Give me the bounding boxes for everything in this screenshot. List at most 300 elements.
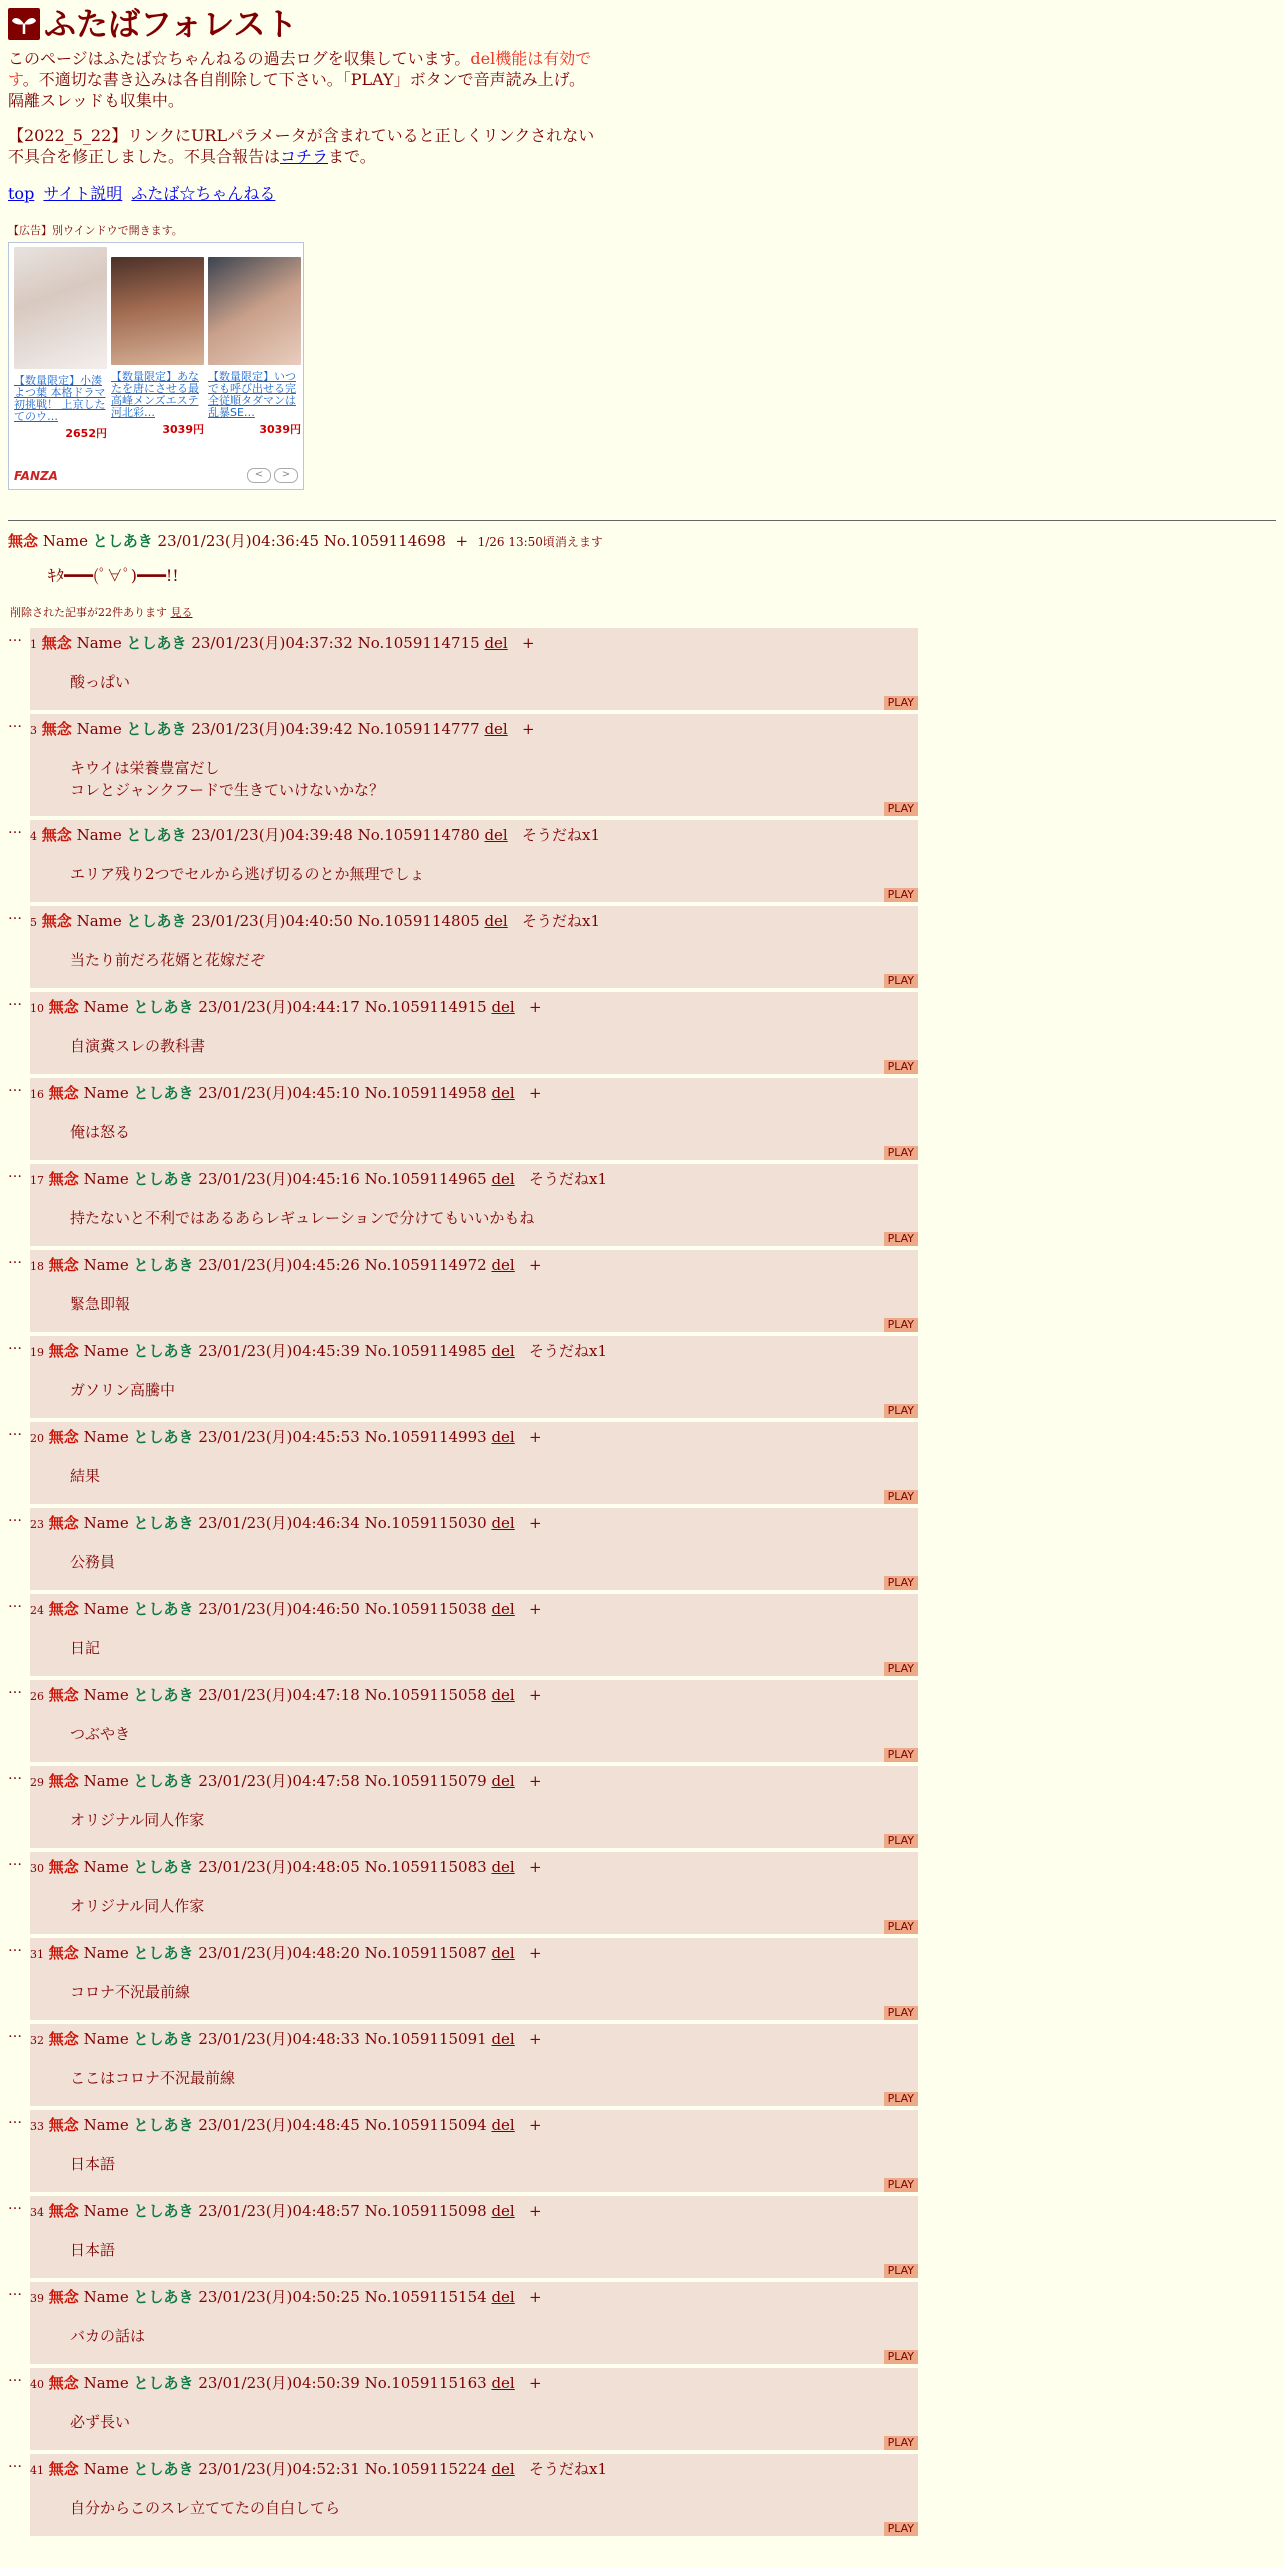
reply-post: [30, 628, 918, 710]
reply-line: 日記: [70, 1639, 101, 1657]
reply-index: 19: [30, 1346, 44, 1359]
nav-links: [8, 181, 1276, 204]
reply-body: [70, 1035, 918, 1057]
reply-name: としあき: [133, 2374, 194, 2392]
nav-futaba-link[interactable]: ふたば☆ちゃんねる: [131, 184, 276, 203]
reply-header: [30, 1857, 918, 1879]
reply-body: [70, 2325, 918, 2347]
reply-post: [30, 2024, 918, 2106]
reply-name-label: Name: [76, 634, 122, 652]
sodane-plus-button[interactable]: +: [529, 2030, 542, 2048]
reply-datetime: 23/01/23(月)04:45:39: [198, 1342, 360, 1360]
del-link[interactable]: del: [484, 826, 508, 844]
reply-index: 16: [30, 1088, 44, 1101]
reply-subject: 無念: [48, 1686, 79, 1704]
reply-subject: 無念: [48, 2288, 79, 2306]
reply-header: [30, 2459, 918, 2481]
reply-row: [8, 1938, 1276, 2020]
sodane-plus-button[interactable]: +: [529, 1256, 542, 1274]
reply-header: [30, 1771, 918, 1793]
reply-name: としあき: [133, 1084, 194, 1102]
reply-index: 41: [30, 2464, 44, 2477]
reply-datetime: 23/01/23(月)04:46:50: [198, 1600, 360, 1618]
reply-name: としあき: [133, 2202, 194, 2220]
reply-datetime: 23/01/23(月)04:40:50: [191, 912, 353, 930]
reply-marker: …: [8, 629, 22, 645]
reply-post: [30, 1336, 918, 1418]
reply-datetime: 23/01/23(月)04:44:17: [198, 998, 360, 1016]
reply-subject: 無念: [48, 1944, 79, 1962]
desc-text: このページはふたば☆ちゃんねるの過去ログを収集しています。: [8, 49, 471, 68]
play-button[interactable]: PLAY: [884, 1920, 918, 1934]
futaba-logo-icon[interactable]: [8, 8, 40, 40]
op-number[interactable]: No.1059114698: [323, 532, 446, 550]
reply-line: 自演糞スレの教科書: [70, 1037, 206, 1055]
reply-marker: …: [8, 1079, 22, 1095]
reply-number[interactable]: No.1059115030: [364, 1514, 487, 1532]
reply-body: [70, 2497, 918, 2519]
reply-number[interactable]: No.1059114715: [357, 634, 480, 652]
sodane-count[interactable]: そうだねx1: [529, 1342, 608, 1360]
ad-caption[interactable]: 【数量限定】小湊よつ葉 本格ドラマ初挑戦！ 上京したてのウ…: [14, 375, 106, 423]
ad-price: 3039円: [259, 423, 301, 436]
play-button[interactable]: PLAY: [884, 1232, 918, 1246]
reply-name-label: Name: [83, 1944, 129, 1962]
sodane-plus-button[interactable]: +: [529, 1944, 542, 1962]
del-link[interactable]: del: [484, 720, 508, 738]
reply-index: 31: [30, 1948, 44, 1961]
reply-number[interactable]: No.1059114965: [364, 1170, 487, 1188]
reply-name: としあき: [126, 720, 187, 738]
reply-number[interactable]: No.1059115058: [364, 1686, 487, 1704]
reply-datetime: 23/01/23(月)04:52:31: [198, 2460, 360, 2478]
reply-line: 日本語: [70, 2241, 116, 2259]
reply-row: [8, 1594, 1276, 1676]
reply-name-label: Name: [83, 1428, 129, 1446]
reply-body: [70, 863, 918, 885]
reply-number[interactable]: No.1059114780: [357, 826, 480, 844]
play-button[interactable]: PLAY: [884, 1490, 918, 1504]
reply-row: [8, 1336, 1276, 1418]
del-link[interactable]: del: [491, 1084, 515, 1102]
reply-name-label: Name: [83, 2460, 129, 2478]
reply-index: 40: [30, 2378, 44, 2391]
ad-banner[interactable]: [8, 242, 304, 490]
reply-header: [30, 719, 918, 741]
reply-marker: …: [8, 1251, 22, 1267]
reply-row: [8, 2454, 1276, 2536]
reply-name: としあき: [133, 1428, 194, 1446]
sodane-plus-button[interactable]: +: [529, 1514, 542, 1532]
play-button[interactable]: PLAY: [884, 1576, 918, 1590]
reply-line: 必ず長い: [70, 2413, 131, 2431]
reply-marker: …: [8, 1767, 22, 1783]
site-description: [8, 48, 598, 111]
del-link[interactable]: del: [491, 998, 515, 1016]
reply-body: [70, 2153, 918, 2175]
reply-name-label: Name: [83, 2030, 129, 2048]
reply-header: [30, 2373, 918, 2395]
ad-brand-logo: FANZA: [14, 469, 58, 483]
reply-datetime: 23/01/23(月)04:48:45: [198, 2116, 360, 2134]
del-link[interactable]: del: [491, 1170, 515, 1188]
ad-note: 【広告】別ウインドウで開きます。: [8, 224, 183, 237]
del-link[interactable]: del: [491, 2116, 515, 2134]
op-body: ｷﾀ━━━(ﾟ∀ﾟ)━━━!!: [48, 566, 179, 585]
play-button[interactable]: PLAY: [884, 1404, 918, 1418]
reply-name-label: Name: [83, 1686, 129, 1704]
reply-header: [30, 1685, 918, 1707]
reply-subject: 無念: [41, 720, 72, 738]
reply-post: [30, 1078, 918, 1160]
reply-number[interactable]: No.1059115094: [364, 2116, 487, 2134]
reply-header: [30, 1513, 918, 1535]
reply-line: コロナ不況最前線: [70, 1983, 191, 2001]
reply-header: [30, 2029, 918, 2051]
reply-index: 24: [30, 1604, 44, 1617]
del-link[interactable]: del: [491, 1514, 515, 1532]
sodane-plus-button[interactable]: +: [529, 1772, 542, 1790]
del-link[interactable]: del: [491, 1428, 515, 1446]
reply-number[interactable]: No.1059115091: [364, 2030, 487, 2048]
ad-thumbnail[interactable]: [111, 257, 204, 365]
play-button[interactable]: PLAY: [884, 1748, 918, 1762]
ad-price: 3039円: [162, 423, 204, 436]
reply-header: [30, 1255, 918, 1277]
del-link[interactable]: del: [491, 1342, 515, 1360]
ad-prev-button[interactable]: <: [247, 468, 271, 483]
reply-row: [8, 2196, 1276, 2278]
reply-post: [30, 714, 918, 816]
reply-subject: 無念: [48, 1858, 79, 1876]
sodane-plus-button[interactable]: +: [529, 2288, 542, 2306]
reply-row: [8, 1078, 1276, 1160]
reply-number[interactable]: No.1059114958: [364, 1084, 487, 1102]
ad-caption[interactable]: 【数量限定】いつでも呼び出せる完全従順タダマンは乱暴SE…: [208, 371, 296, 419]
reply-index: 33: [30, 2120, 44, 2133]
ad-thumbnail[interactable]: [14, 247, 107, 369]
reply-number[interactable]: No.1059114805: [357, 912, 480, 930]
play-button[interactable]: PLAY: [884, 2264, 918, 2278]
reply-name: としあき: [133, 2116, 194, 2134]
reply-number[interactable]: No.1059114993: [364, 1428, 487, 1446]
reply-subject: 無念: [48, 1772, 79, 1790]
reply-header: [30, 997, 918, 1019]
reply-datetime: 23/01/23(月)04:50:39: [198, 2374, 360, 2392]
sodane-plus-button[interactable]: +: [529, 2202, 542, 2220]
divider: [8, 520, 1276, 521]
reply-post: [30, 1508, 918, 1590]
notice-text-2: まで。: [328, 147, 376, 166]
reply-datetime: 23/01/23(月)04:48:05: [198, 1858, 360, 1876]
play-button[interactable]: PLAY: [884, 1318, 918, 1332]
reply-index: 32: [30, 2034, 44, 2047]
del-link[interactable]: del: [491, 1686, 515, 1704]
sodane-plus-button[interactable]: +: [522, 634, 535, 652]
reply-datetime: 23/01/23(月)04:47:18: [198, 1686, 360, 1704]
reply-line: キウイは栄養豊富だし: [70, 759, 220, 777]
reply-row: [8, 1422, 1276, 1504]
reply-line: ガソリン高騰中: [70, 1381, 176, 1399]
reply-marker: …: [8, 2025, 22, 2041]
report-link[interactable]: コチラ: [280, 147, 329, 166]
reply-body: [70, 1637, 918, 1659]
reply-body: [70, 949, 918, 971]
del-link[interactable]: del: [491, 2030, 515, 2048]
play-button[interactable]: PLAY: [884, 2092, 918, 2106]
reply-marker: …: [8, 2111, 22, 2127]
reply-subject: 無念: [48, 1428, 79, 1446]
sodane-plus-button[interactable]: +: [529, 2374, 542, 2392]
reply-name: としあき: [126, 634, 187, 652]
reply-body: [70, 1207, 918, 1229]
reply-datetime: 23/01/23(月)04:45:26: [198, 1256, 360, 1274]
del-link[interactable]: del: [491, 1944, 515, 1962]
reply-name-label: Name: [83, 1256, 129, 1274]
deleted-note: [10, 604, 1276, 620]
reply-index: 26: [30, 1690, 44, 1703]
reply-body: [70, 757, 918, 801]
reply-name-label: Name: [83, 1772, 129, 1790]
play-button[interactable]: PLAY: [884, 1662, 918, 1676]
reply-post: [30, 2368, 918, 2450]
thread-op-header: [8, 531, 1276, 552]
reply-post: [30, 2454, 918, 2536]
play-button[interactable]: PLAY: [884, 2436, 918, 2450]
reply-body: [70, 1121, 918, 1143]
del-link[interactable]: del: [491, 2460, 515, 2478]
reply-index: 34: [30, 2206, 44, 2219]
sodane-plus-button[interactable]: +: [529, 1428, 542, 1446]
site-header: [8, 6, 1276, 42]
reply-line: 俺は怒る: [70, 1123, 131, 1141]
reply-body: [70, 2067, 918, 2089]
del-link[interactable]: del: [491, 1858, 515, 1876]
reply-row: [8, 2024, 1276, 2106]
ad-price: 2652円: [65, 427, 107, 440]
reply-number[interactable]: No.1059115079: [364, 1772, 487, 1790]
reply-index: 18: [30, 1260, 44, 1273]
reply-row: [8, 1766, 1276, 1848]
play-button[interactable]: PLAY: [884, 2006, 918, 2020]
reply-index: 17: [30, 1174, 44, 1187]
reply-body: [70, 1981, 918, 2003]
nav-top-link[interactable]: top: [8, 184, 35, 203]
reply-name-label: Name: [83, 1600, 129, 1618]
reply-marker: …: [8, 715, 22, 731]
reply-post: [30, 1766, 918, 1848]
reply-name-label: Name: [83, 1170, 129, 1188]
reply-index: 20: [30, 1432, 44, 1445]
sodane-plus-button[interactable]: +: [529, 1686, 542, 1704]
reply-index: 4: [30, 830, 37, 843]
reply-post: [30, 2282, 918, 2364]
reply-post: [30, 1250, 918, 1332]
reply-name: としあき: [133, 1170, 194, 1188]
sodane-plus-button[interactable]: +: [529, 998, 542, 1016]
reply-name-label: Name: [83, 1514, 129, 1532]
reply-header: [30, 825, 918, 847]
reply-row: [8, 1250, 1276, 1332]
reply-number[interactable]: No.1059115154: [364, 2288, 487, 2306]
reply-name-label: Name: [76, 912, 122, 930]
reply-number[interactable]: No.1059115083: [364, 1858, 487, 1876]
play-button[interactable]: PLAY: [884, 1834, 918, 1848]
reply-name-label: Name: [83, 998, 129, 1016]
reply-body: [70, 2411, 918, 2433]
op-plus-button[interactable]: +: [455, 532, 469, 550]
reply-subject: 無念: [48, 2116, 79, 2134]
ad-item[interactable]: [14, 247, 107, 441]
reply-subject: 無念: [41, 826, 72, 844]
reply-row: [8, 2282, 1276, 2364]
reply-name: としあき: [133, 1342, 194, 1360]
del-link[interactable]: del: [491, 2374, 515, 2392]
ad-thumbnail[interactable]: [208, 257, 301, 365]
reply-line: 日本語: [70, 2155, 116, 2173]
reply-body: [70, 2239, 918, 2261]
reply-name: としあき: [133, 998, 194, 1016]
reply-number[interactable]: No.1059114915: [364, 998, 487, 1016]
reply-name-label: Name: [76, 826, 122, 844]
reply-header: [30, 633, 918, 655]
del-link[interactable]: del: [491, 1256, 515, 1274]
reply-datetime: 23/01/23(月)04:50:25: [198, 2288, 360, 2306]
sodane-plus-button[interactable]: +: [522, 720, 535, 738]
play-button[interactable]: PLAY: [884, 974, 918, 988]
reply-name: としあき: [126, 826, 187, 844]
reply-name: としあき: [133, 1858, 194, 1876]
reply-number[interactable]: No.1059114777: [357, 720, 480, 738]
del-link[interactable]: del: [491, 2288, 515, 2306]
reply-subject: 無念: [48, 1256, 79, 1274]
reply-marker: …: [8, 1165, 22, 1181]
reply-marker: …: [8, 1423, 22, 1439]
reply-row: [8, 2368, 1276, 2450]
op-name: としあき: [92, 532, 153, 550]
del-link[interactable]: del: [491, 1600, 515, 1618]
reply-name-label: Name: [83, 2202, 129, 2220]
reply-marker: …: [8, 2283, 22, 2299]
sodane-count[interactable]: そうだねx1: [529, 1170, 608, 1188]
reply-number[interactable]: No.1059115224: [364, 2460, 487, 2478]
play-button[interactable]: PLAY: [884, 1060, 918, 1074]
reply-header: [30, 2201, 918, 2223]
reply-name-label: Name: [83, 2116, 129, 2134]
reply-subject: 無念: [48, 998, 79, 1016]
nav-about-link[interactable]: サイト説明: [43, 184, 123, 203]
del-link[interactable]: del: [484, 912, 508, 930]
reply-number[interactable]: No.1059115038: [364, 1600, 487, 1618]
reply-subject: 無念: [41, 634, 72, 652]
reply-post: [30, 1422, 918, 1504]
sodane-plus-button[interactable]: +: [529, 1084, 542, 1102]
reply-number[interactable]: No.1059114985: [364, 1342, 487, 1360]
sodane-count[interactable]: そうだねx1: [522, 826, 601, 844]
play-button[interactable]: PLAY: [884, 2350, 918, 2364]
reply-post: [30, 2110, 918, 2192]
reply-body: [70, 1293, 918, 1315]
sodane-plus-button[interactable]: +: [529, 1858, 542, 1876]
del-link[interactable]: del: [491, 1772, 515, 1790]
play-button[interactable]: PLAY: [884, 1146, 918, 1160]
reply-index: 30: [30, 1862, 44, 1875]
del-link[interactable]: del: [491, 2202, 515, 2220]
reply-number[interactable]: No.1059115087: [364, 1944, 487, 1962]
reply-header: [30, 1341, 918, 1363]
reply-datetime: 23/01/23(月)04:45:16: [198, 1170, 360, 1188]
reply-line: 緊急即報: [70, 1295, 131, 1313]
reply-subject: 無念: [48, 1170, 79, 1188]
reply-line: ここはコロナ不況最前線: [70, 2069, 236, 2087]
show-deleted-link[interactable]: 見る: [170, 606, 193, 619]
reply-header: [30, 1599, 918, 1621]
reply-subject: 無念: [48, 2030, 79, 2048]
reply-index: 1: [30, 638, 37, 651]
reply-name-label: Name: [76, 720, 122, 738]
reply-row: [8, 1680, 1276, 1762]
sodane-count[interactable]: そうだねx1: [529, 2460, 608, 2478]
reply-line: オリジナル同人作家: [70, 1897, 205, 1915]
ad-next-button[interactable]: >: [274, 468, 298, 483]
play-button[interactable]: PLAY: [884, 696, 918, 710]
reply-line: つぶやき: [70, 1725, 131, 1743]
reply-header: [30, 2287, 918, 2309]
sodane-plus-button[interactable]: +: [529, 1600, 542, 1618]
reply-post: [30, 820, 918, 902]
sodane-plus-button[interactable]: +: [529, 2116, 542, 2134]
deleted-note-text: 削除された記事が22件あります: [10, 606, 167, 619]
sodane-count[interactable]: そうだねx1: [522, 912, 601, 930]
play-button[interactable]: PLAY: [884, 2522, 918, 2536]
ad-item[interactable]: [208, 247, 301, 437]
reply-post: [30, 1938, 918, 2020]
reply-row: [8, 1508, 1276, 1590]
reply-line: バカの話は: [70, 2327, 146, 2345]
reply-number[interactable]: No.1059115163: [364, 2374, 487, 2392]
reply-marker: …: [8, 1595, 22, 1611]
reply-post: [30, 1594, 918, 1676]
reply-body: [70, 1379, 918, 1401]
reply-name: としあき: [133, 2288, 194, 2306]
notice: [8, 125, 598, 167]
reply-body: [70, 1465, 918, 1487]
reply-subject: 無念: [48, 2202, 79, 2220]
play-button[interactable]: PLAY: [884, 2178, 918, 2192]
play-button[interactable]: PLAY: [884, 888, 918, 902]
reply-line: 自分からこのスレ立ててたの自白してら: [70, 2499, 341, 2517]
reply-subject: 無念: [48, 1084, 79, 1102]
reply-row: [8, 2110, 1276, 2192]
reply-row: [8, 906, 1276, 988]
reply-marker: …: [8, 1681, 22, 1697]
reply-marker: …: [8, 1939, 22, 1955]
reply-name: としあき: [126, 912, 187, 930]
ad-caption[interactable]: 【数量限定】あなたを唐にさせる最高峰メンズエステ 河北彩…: [111, 371, 199, 419]
reply-row: [8, 992, 1276, 1074]
ad-item[interactable]: [111, 247, 204, 437]
reply-header: [30, 1943, 918, 1965]
reply-line: エリア残り2つでセルから逃げ切るのとか無理でしょ: [70, 865, 425, 883]
reply-line: オリジナル同人作家: [70, 1811, 205, 1829]
reply-line: 結果: [70, 1467, 101, 1485]
reply-number[interactable]: No.1059115098: [364, 2202, 487, 2220]
play-button[interactable]: PLAY: [884, 802, 918, 816]
del-link[interactable]: del: [484, 634, 508, 652]
reply-name: としあき: [133, 1256, 194, 1274]
reply-number[interactable]: No.1059114972: [364, 1256, 487, 1274]
reply-datetime: 23/01/23(月)04:48:57: [198, 2202, 360, 2220]
